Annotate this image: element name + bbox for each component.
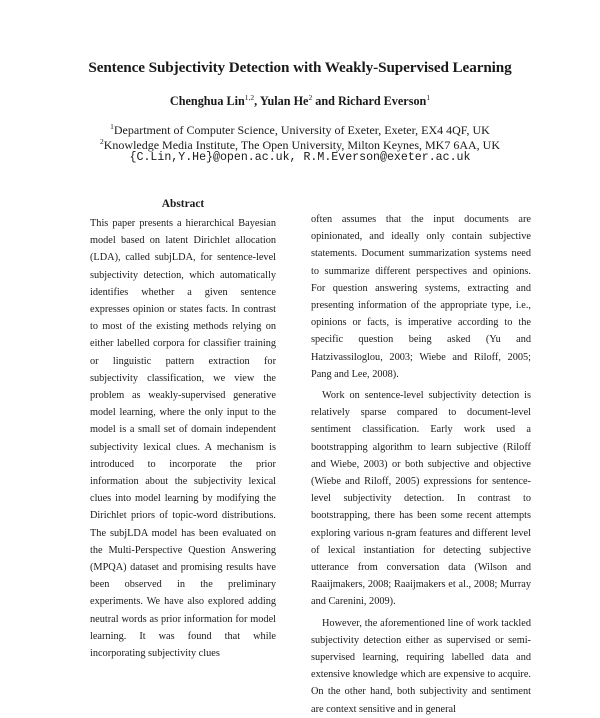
author-affil-mark: 1,2 [244, 92, 255, 102]
author-name: Chenghua Lin [169, 94, 245, 108]
author-name: Richard Everson [337, 94, 427, 108]
body-column [311, 211, 531, 718]
abstract-text: This paper presents a hierarchical Bayesian model based on latent Dirichlet allocation (LDA), called subjLDA, for sentence-level subjectivity detection, which automatically identifies whether a given sentence expresses opinion or states facts. In contrast to most of the existing methods relying on either labelled corpora for classifier training or linguistic pattern extraction for subjectivity classification, we view the problem as weakly-supervised generative model learning, where the only input to the model is a small set of domain independent subjectivity lexical clues. A mechanism is introduced to incorporate the prior information about the subjectivity lexical clues into model learning by modifying the Dirichlet priors of topic-word distributions. The subjLDA model has been evaluated on the Multi-Perspective Question Answering (MPQA) dataset and promising results have been observed in the preliminary experiments. We have also explored adding neutral words as prior information for model learning. It was found that while incorporating subjectivity clues [90, 218, 276, 660]
abstract-column [90, 215, 276, 662]
author-affil-mark: 2 [308, 92, 313, 102]
author-list [0, 94, 600, 109]
author-separator: and [312, 94, 338, 108]
body-paragraph: often assumes that the input documents are opinionated, and ideally only contain subjective statements. Document summarization systems need to summarize different perspectives and opinions. For question answering systems, extracting and presenting information of the appropriate type, i.e., opinions or facts, is imperative according to the specific question being asked (Yu and Hatzivassiloglou, 2003; Wiebe and Riloff, 2005; Pang and Lee, 2008). [311, 214, 531, 380]
affil-mark: 2 [99, 137, 104, 146]
affil-text: Knowledge Media Institute, The Open University, Milton Keynes, MK7 6AA, UK [103, 138, 501, 152]
affil-mark: 1 [110, 122, 114, 131]
affiliation-line [0, 123, 600, 138]
paper-title: Sentence Subjectivity Detection with Weakly-Supervised Learning [88, 59, 512, 76]
author-affil-mark: 1 [426, 92, 431, 102]
author-name: Yulan He [259, 94, 309, 108]
author-separator: , [254, 94, 260, 108]
affil-text: Department of Computer Science, University of Exeter, Exeter, EX4 4QF, UK [113, 123, 490, 137]
body-paragraph: Work on sentence-level subjectivity detection is relatively sparse compared to document-level sentiment classification. Early work used a bootstrapping algorithm to learn subjective (Riloff and Wiebe, 2003) or both subjective and objective (Wiebe and Riloff, 2005) expressions for sentence-level subjectivity detection. In contrast to bootstrapping, there has been some recent attempts exploring various n-gram features and different level of lexical instantiation for detecting subjective utterance from conversation data (Wilson and Raaijmakers, 2008; Raaijmakers et al., 2008; Murray and Carenini, 2009). [311, 390, 531, 608]
author-emails: {C.Lin,Y.He}@open.ac.uk, R.M.Everson@exeter.ac.uk [129, 151, 471, 164]
abstract-heading: Abstract [161, 198, 205, 210]
body-paragraph: However, the aforementioned line of work tackled subjectivity detection either as supervised or semi-supervised learning, requiring labelled data and extensive knowledge which are expensive to acquire. On the other hand, both subjectivity and sentiment are context sensitive and in general [311, 617, 531, 715]
